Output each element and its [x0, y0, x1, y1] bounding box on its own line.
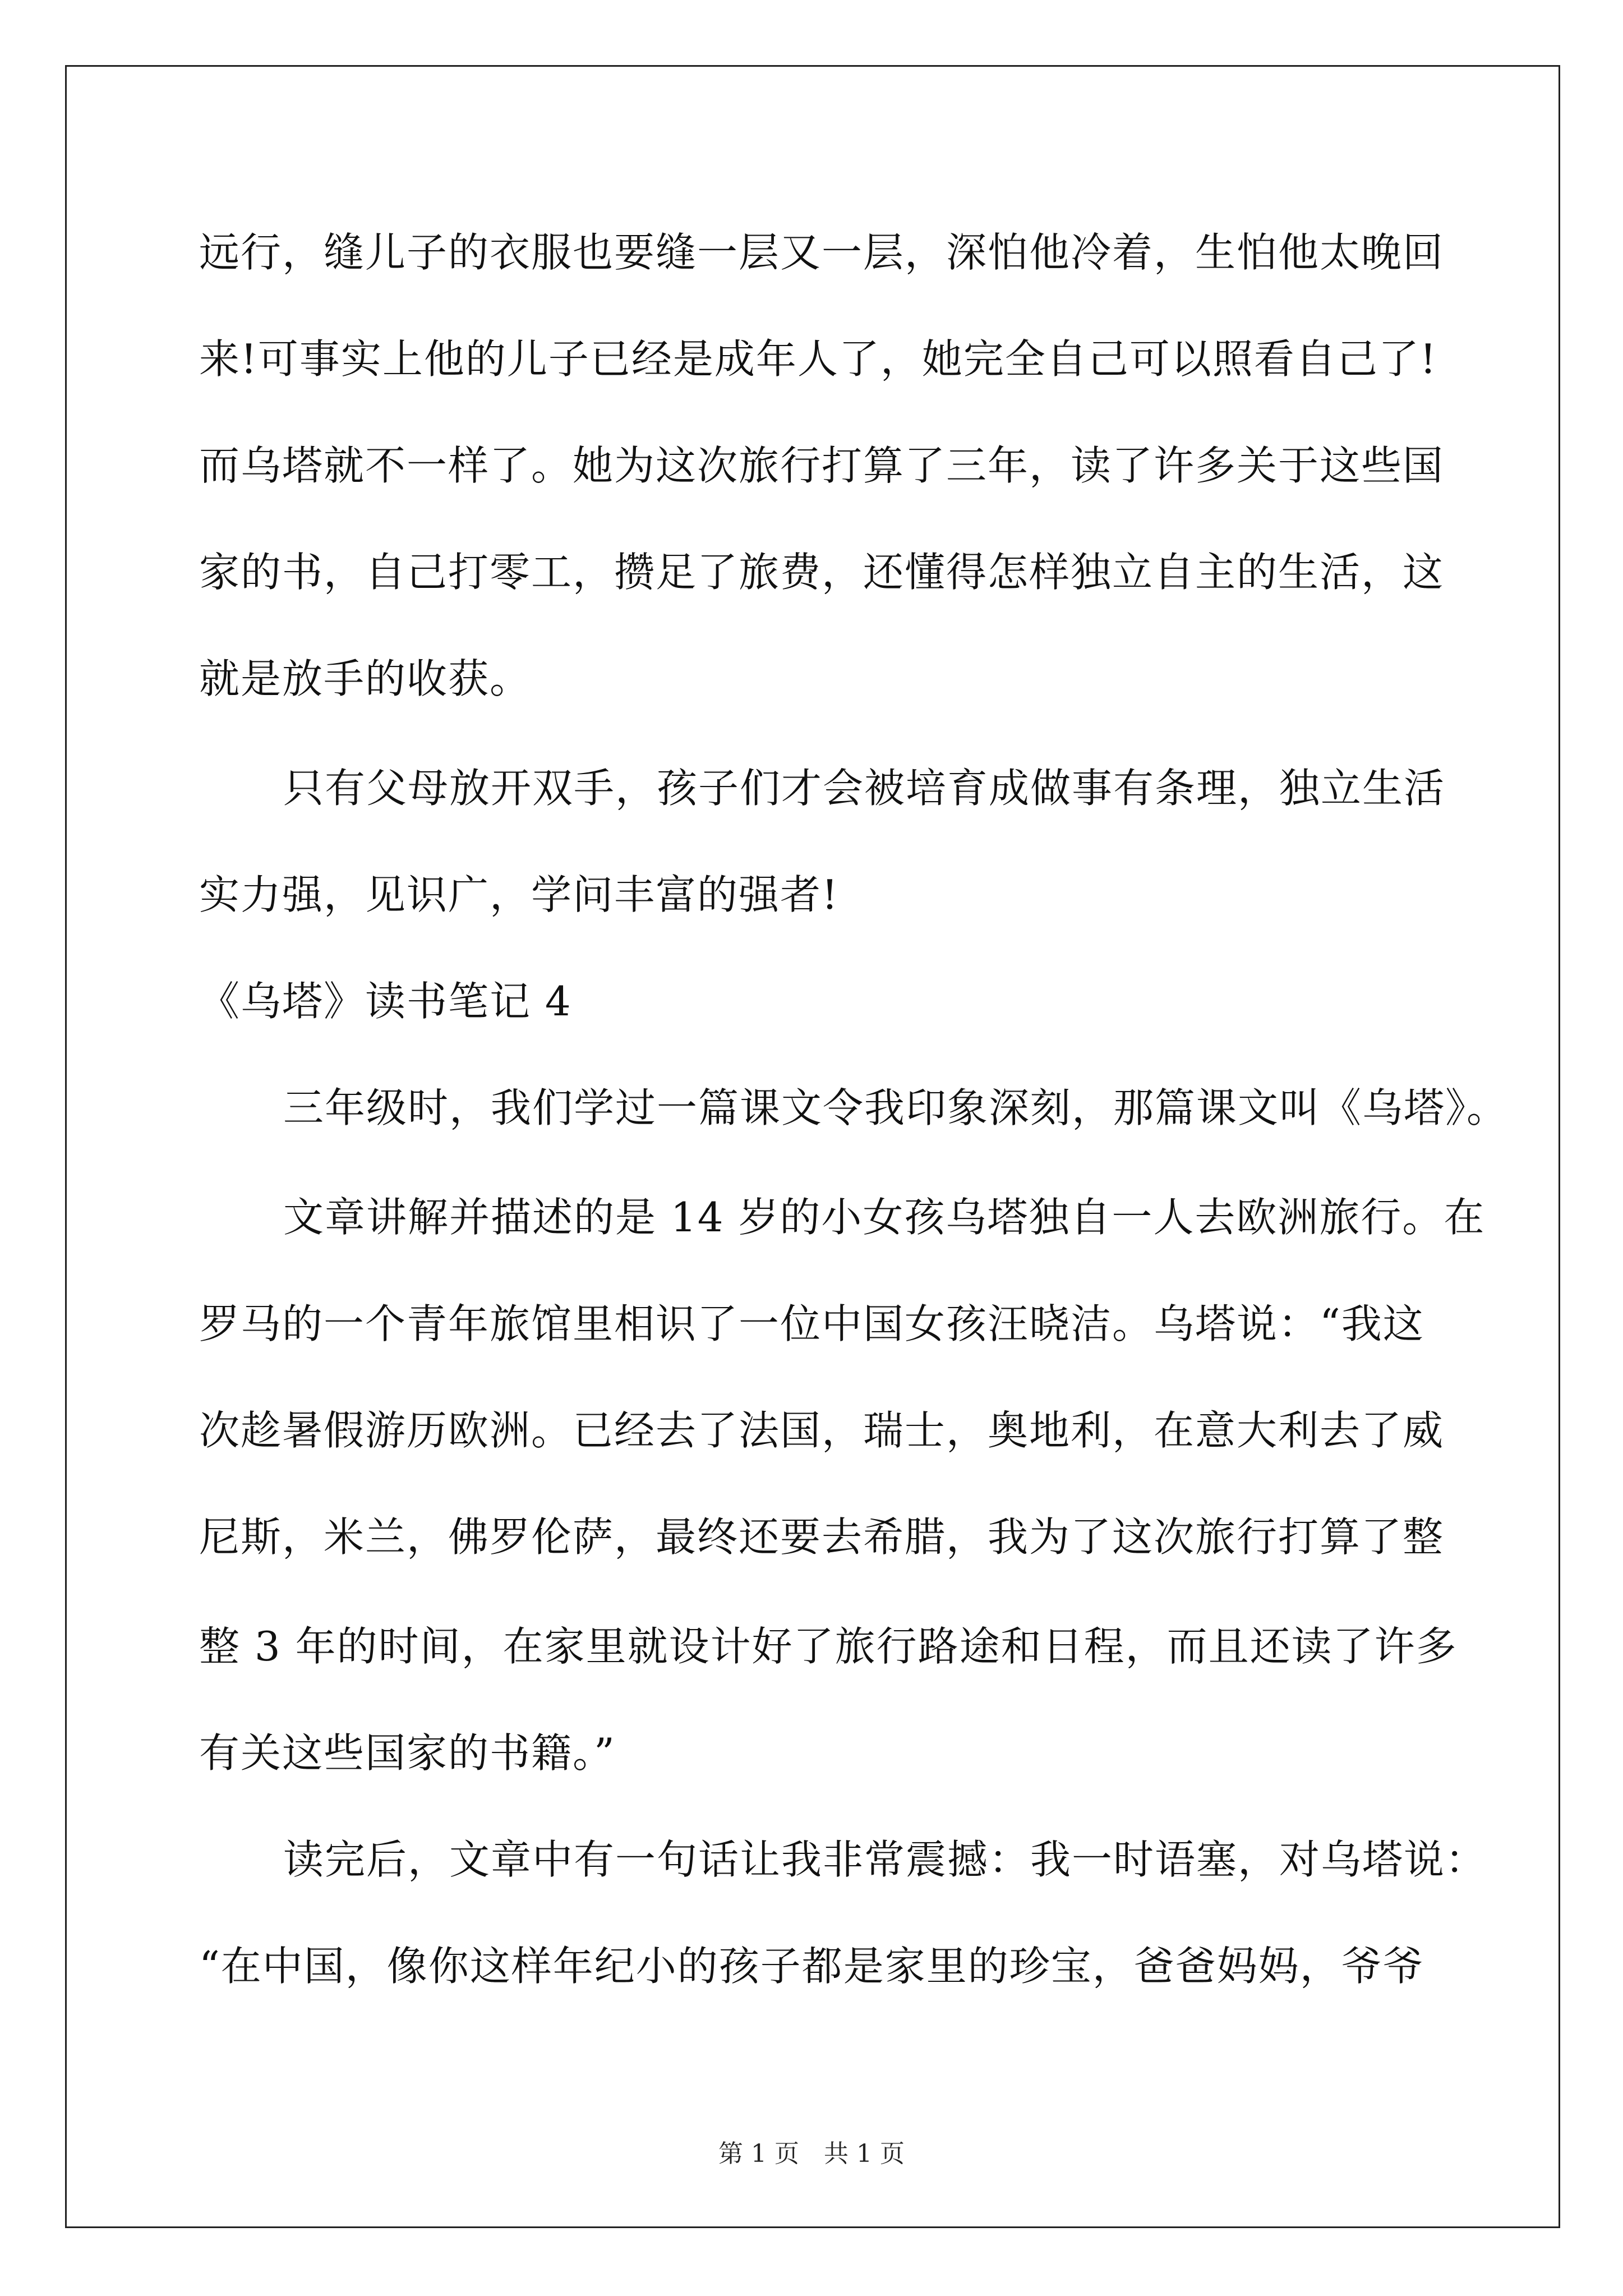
page-number: 第 1 页 [718, 2139, 799, 2168]
paragraph-start-line: 只有父母放开双手，孩子们才会被培育成做事有条理，独立生活 [283, 765, 1446, 812]
text-line: 整 3 年的时间，在家里就设计好了旅行路途和日程，而且还读了许多 [199, 1623, 1458, 1670]
text-line: 实力强，见识广，学问丰富的强者! [199, 871, 839, 918]
paragraph-start-line: 文章讲解并描述的是 14 岁的小女孩乌塔独自一人去欧洲旅行。在 [283, 1194, 1486, 1241]
page-total: 共 1 页 [824, 2139, 905, 2168]
text-line: 就是放手的收获。 [199, 655, 532, 702]
text-line: 家的书，自己打零工，攒足了旅费，还懂得怎样独立自主的生活，这 [199, 549, 1445, 596]
text-line: 而乌塔就不一样了。她为这次旅行打算了三年，读了许多关于这些国 [199, 442, 1445, 489]
text-line: 罗马的一个青年旅馆里相识了一位中国女孩汪晓洁。乌塔说：“我这 [199, 1300, 1424, 1347]
text-line: 有关这些国家的书籍。” [199, 1729, 616, 1777]
text-line: 次趁暑假游历欧洲。已经去了法国，瑞士，奥地利，在意大利去了威 [199, 1407, 1445, 1454]
section-heading: 《乌塔》读书笔记 4 [199, 978, 572, 1025]
text-line: 远行，缝儿子的衣服也要缝一层又一层，深怕他冷着，生怕他太晚回 [199, 229, 1445, 276]
text-line: 来!可事实上他的儿子已经是成年人了，她完全自己可以照看自己了! [199, 335, 1437, 383]
page-footer [0, 2137, 1623, 2171]
text-line: “在中国，像你这样年纪小的孩子都是家里的珍宝，爸爸妈妈，爷爷 [199, 1943, 1424, 1990]
text-line: 尼斯，米兰，佛罗伦萨，最终还要去希腊，我为了这次旅行打算了整 [199, 1513, 1445, 1561]
paragraph-start-line: 三年级时，我们学过一篇课文令我印象深刻，那篇课文叫《乌塔》。 [283, 1084, 1509, 1131]
paragraph-start-line: 读完后，文章中有一句话让我非常震撼：我一时语塞，对乌塔说： [283, 1836, 1487, 1883]
page-border [65, 65, 1560, 2228]
